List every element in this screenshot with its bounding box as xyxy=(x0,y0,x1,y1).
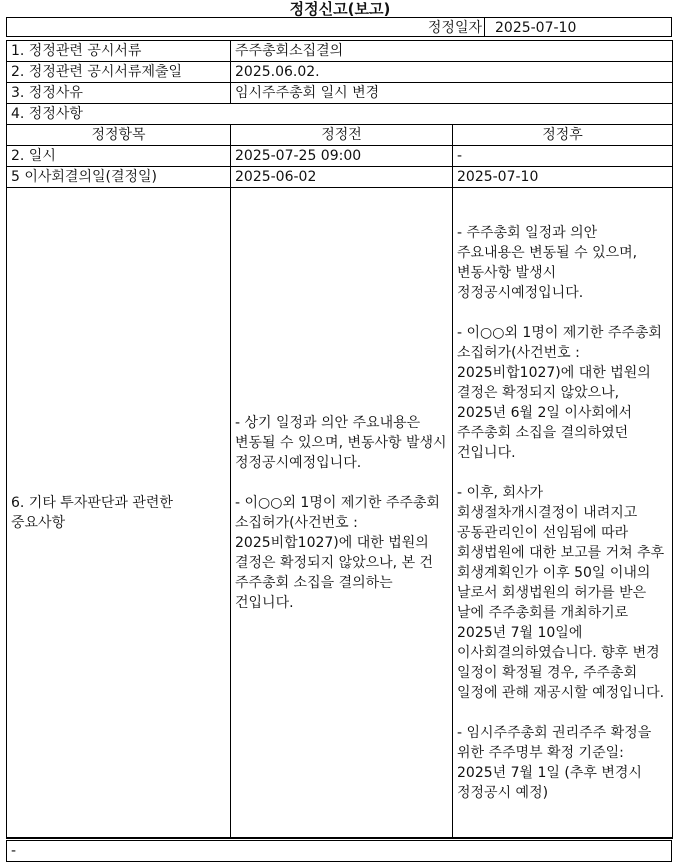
table-header-row xyxy=(7,125,673,146)
row-value: 임시주주총회 일시 변경 xyxy=(231,83,673,104)
item6-before-text: - 상기 일정과 의안 주요내용은 변동될 수 있으며, 변동사항 발생시 정정공시예정입니다. - 이○○외 1명이 제기한 주주총회 소집허가(사건번호 : 2025비합1027)에 대한 법원의 결정은 확정되지 않았으나, 본 건 주주총회 소집을 결의하는 건입니다. xyxy=(235,415,447,611)
change-after: - xyxy=(453,146,673,167)
correction-table xyxy=(6,40,673,839)
table-row xyxy=(7,41,673,62)
table-row xyxy=(7,188,673,839)
change-before: 2025-06-02 xyxy=(231,167,453,188)
header-item: 정정항목 xyxy=(7,125,231,146)
footer-note: - xyxy=(6,840,672,862)
row-value: 2025.06.02. xyxy=(231,62,673,83)
change-before xyxy=(231,188,453,839)
change-item xyxy=(7,188,231,839)
page-title: 정정신고(보고) xyxy=(289,0,391,18)
change-item: 2. 일시 xyxy=(7,146,231,167)
change-before: 2025-07-25 09:00 xyxy=(231,146,453,167)
header-before: 정정전 xyxy=(231,125,453,146)
section-heading: 4. 정정사항 xyxy=(7,104,673,125)
row-label: 1. 정정관련 공시서류 xyxy=(7,41,231,62)
correction-date-box xyxy=(6,17,672,37)
divider xyxy=(6,837,672,838)
table-row xyxy=(7,104,673,125)
correction-date-value: 2025-07-10 xyxy=(495,20,577,36)
table-row xyxy=(7,62,673,83)
header-after: 정정후 xyxy=(453,125,673,146)
change-after xyxy=(453,188,673,839)
item6-label: 6. 기타 투자판단과 관련한 중요사항 xyxy=(11,495,178,531)
row-label: 2. 정정관련 공시서류제출일 xyxy=(7,62,231,83)
row-value: 주주총회소집결의 xyxy=(231,41,673,62)
correction-date-label: 정정일자 xyxy=(428,18,485,36)
item6-after-text: - 주주총회 일정과 의안 주요내용은 변동될 수 있으며, 변동사항 발생시 정정공시예정입니다. - 이○○외 1명이 제기한 주주총회 소집허가(사건번호 : 2025비합1027)에 대한 법원의 결정은 확정되지 않았으나, 2025년 6월 2일 이사회에서 주주총회 소집을 결의하였던 건입니다. - 이후, 회사가 회생절차개시결정이 내려지고 공동관리인이 선임됨에 따라 회생법원에 대한 보고를 거쳐 추후 회생계획인가 이후 50일 이내의 날로서 회생법원의 허가를 받은 날에 주주총회를 개최하기로 2025년 7월 10일에 이사회결의하였습니다. 향후 변경 일정이 확정될 경우, 주주총회 일정에 관해 재공시할 예정입니다. - 임시주주총회 권리주주 확정을 위한 주주명부 확정 기준일: 2025년 7월 1일 (추후 변경시 정정공시 예정) xyxy=(457,225,665,801)
table-row xyxy=(7,167,673,188)
row-label: 3. 정정사유 xyxy=(7,83,231,104)
change-item: 5 이사회결의일(결정일) xyxy=(7,167,231,188)
change-after: 2025-07-10 xyxy=(453,167,673,188)
table-row xyxy=(7,146,673,167)
table-row xyxy=(7,83,673,104)
